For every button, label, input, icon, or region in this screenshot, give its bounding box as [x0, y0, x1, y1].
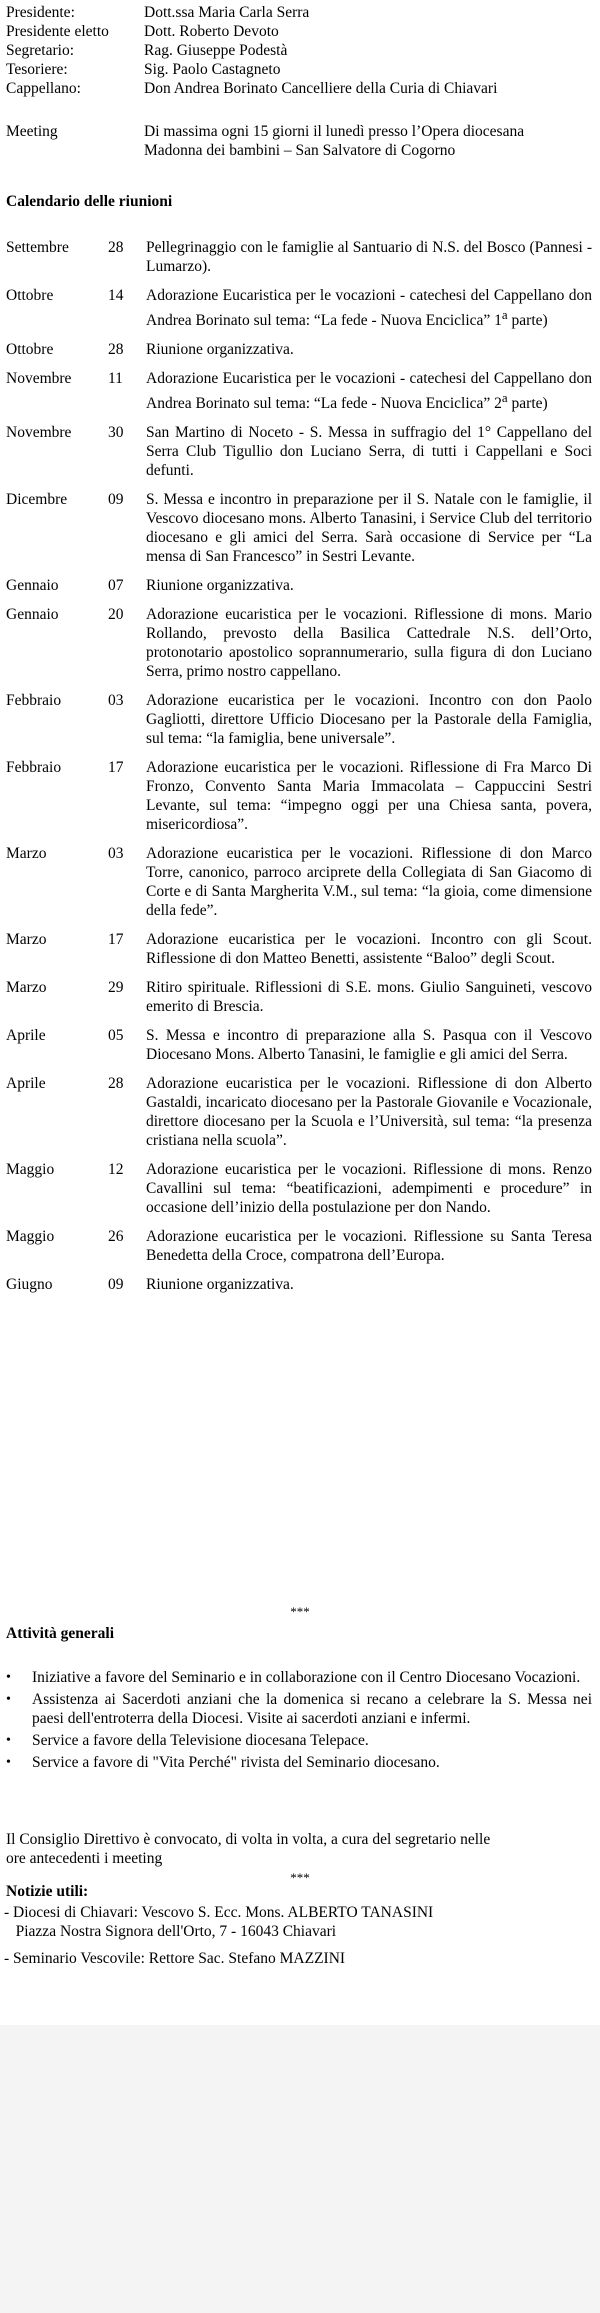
entry-text: Adorazione eucaristica per le vocazioni. Riflessione su Santa Teresa Benedetta della Croce, compatrona dell’Europa.	[146, 1228, 592, 1265]
calendar-entry	[6, 423, 592, 480]
officer-row	[6, 22, 596, 41]
officer-name: Rag. Giuseppe Podestà	[144, 42, 288, 59]
activity-text: Service a favore della Televisione diocesana Telepace.	[32, 1732, 369, 1749]
calendar-entry	[6, 691, 592, 748]
officer-name: Don Andrea Borinato Cancelliere della Curia di Chiavari	[144, 80, 498, 97]
entry-day: 17	[108, 931, 124, 949]
entry-month: Ottobre	[6, 341, 54, 359]
entry-month: Aprile	[6, 1075, 46, 1093]
activities-title: Attività generali	[6, 1625, 115, 1642]
calendar-entry	[6, 978, 592, 1016]
separator-stars: ***	[290, 1604, 310, 1619]
superscript: a	[501, 307, 508, 322]
blank-area	[0, 2025, 600, 2313]
entry-month: Maggio	[6, 1161, 55, 1179]
entry-day: 17	[108, 759, 124, 777]
entry-month: Maggio	[6, 1228, 55, 1246]
officer-role: Cappellano:	[6, 80, 81, 97]
entry-text-part: parte)	[507, 395, 548, 413]
entry-text: Adorazione eucaristica per le vocazioni. Riflessione di don Alberto Gastaldi, incaricato diocesano per la Pastorale Giovanile e Vocazionale, direttore diocesano per la Scuola e l’Università, sul tema: “la presenza cristiana nella scuola”.	[146, 1075, 592, 1150]
officer-name: Sig. Paolo Castagneto	[144, 61, 281, 78]
officer-role: Presidente eletto	[6, 23, 109, 40]
activity-text: Assistenza ai Sacerdoti anziani che la domenica si recano a celebrare la S. Messa nei paesi dell'entroterra della Diocesi. Visite ai sacerdoti anziani e infermi.	[32, 1691, 592, 1727]
entry-month: Dicembre	[6, 491, 68, 509]
entry-text: S. Messa e incontro di preparazione alla S. Pasqua con il Vescovo Diocesano Mons. Alberto Tanasini, le famiglie e gli amici del Serra.	[146, 1027, 592, 1064]
calendar-entry	[6, 1275, 592, 1294]
officer-row	[6, 60, 596, 79]
entry-month: Marzo	[6, 931, 47, 949]
calendar-title: Calendario delle riunioni	[6, 193, 173, 210]
bullet-icon: •	[6, 1692, 11, 1707]
entry-text: Riunione organizzativa.	[146, 341, 294, 359]
entry-text: S. Messa e incontro in preparazione per il S. Natale con le famiglie, il Vescovo diocesano mons. Alberto Tanasini, i Service Club del territorio diocesano e gli amici del Serra. Sarà occasione di Service per “La mensa di San Francesco” in Sestri Levante.	[146, 491, 592, 566]
entry-text: Adorazione eucaristica per le vocazioni. Incontro con don Paolo Gagliotti, direttore Ufficio Diocesano per la Pastorale della Famiglia, sul tema: “la famiglia, bene universale”.	[146, 692, 592, 748]
officer-row	[6, 3, 596, 22]
entry-day: 29	[108, 979, 124, 997]
council-note	[6, 1830, 592, 1868]
entry-day: 11	[108, 370, 123, 388]
entry-month: Gennaio	[6, 606, 59, 624]
calendar-entry	[6, 758, 592, 834]
calendar-entry	[6, 844, 592, 920]
officer-name: Dott. Roberto Devoto	[144, 23, 279, 40]
activity-item	[6, 1731, 592, 1750]
entry-month: Novembre	[6, 370, 72, 388]
bullet-icon: •	[6, 1670, 11, 1685]
entry-day: 28	[108, 341, 124, 359]
meeting-line: Di massima ogni 15 giorni il lunedì presso l’Opera diocesana	[144, 123, 525, 140]
calendar-entry	[6, 490, 592, 566]
calendar-entry	[6, 605, 592, 681]
entry-month: Febbraio	[6, 759, 62, 777]
entry-month: Marzo	[6, 845, 47, 863]
note-line: - Seminario Vescovile: Rettore Sac. Stefano MAZZINI	[4, 1950, 346, 1967]
note-line: Piazza Nostra Signora dell'Orto, 7 - 16043 Chiavari	[4, 1923, 337, 1940]
meeting-info	[6, 122, 596, 160]
separator-stars: ***	[290, 1870, 310, 1885]
officers-list	[6, 3, 596, 98]
entry-text-part: Adorazione Eucaristica per le vocazioni - catechesi del Cappellano don Andrea Borinato sul tema: “La fede - Nuova Enciclica” 1	[146, 287, 592, 330]
calendar-entry	[6, 1227, 592, 1265]
entry-day: 05	[108, 1027, 124, 1045]
entry-month: Novembre	[6, 424, 72, 442]
calendar-entry	[6, 1074, 592, 1150]
entry-text: Adorazione eucaristica per le vocazioni. Incontro con gli Scout. Riflessione di don Matteo Benetti, assistente “Baloo” degli Scout.	[146, 931, 592, 968]
entry-day: 07	[108, 577, 124, 595]
entry-text	[146, 369, 592, 413]
calendar-entry	[6, 930, 592, 968]
entry-text: Adorazione eucaristica per le vocazioni. Riflessione di mons. Renzo Cavallini sul tema: “beatificazioni, adempimenti e procedure” in occasione dell’inizio della postulazione per don Nando.	[146, 1161, 592, 1217]
meeting-text	[144, 122, 596, 160]
calendar-entry	[6, 238, 592, 276]
bullet-icon: •	[6, 1733, 11, 1748]
calendar-entry	[6, 1026, 592, 1064]
council-line: ore antecedenti i meeting	[6, 1850, 163, 1867]
calendar-entry	[6, 286, 592, 330]
entry-month: Marzo	[6, 979, 47, 997]
entry-text: Ritiro spirituale. Riflessioni di S.E. mons. Giulio Sanguineti, vescovo emerito di Brescia.	[146, 979, 592, 1016]
council-line: Il Consiglio Direttivo è convocato, di volta in volta, a cura del segretario nelle	[6, 1831, 491, 1848]
notes-list	[4, 1903, 594, 1968]
calendar-entry	[6, 576, 592, 595]
entry-text: Adorazione eucaristica per le vocazioni. Riflessione di don Marco Torre, canonico, parroco arciprete della Collegiata di San Giacomo di Corte e di Santa Margherita V.M., sul tema: “la gioia, come dimensione della fede”.	[146, 845, 592, 920]
calendar-entry	[6, 340, 592, 359]
note-line: - Diocesi di Chiavari: Vescovo S. Ecc. Mons. ALBERTO TANASINI	[4, 1904, 434, 1921]
officer-role: Presidente:	[6, 4, 75, 21]
entry-day: 09	[108, 491, 124, 509]
officer-row	[6, 41, 596, 60]
superscript: a	[501, 390, 508, 406]
entry-text: Riunione organizzativa.	[146, 1276, 294, 1294]
activity-item	[6, 1690, 592, 1728]
calendar-entry	[6, 1160, 592, 1217]
entry-day: 03	[108, 845, 124, 863]
entry-day: 14	[108, 287, 124, 304]
officer-row	[6, 79, 596, 98]
activity-item	[6, 1668, 592, 1687]
entry-text-part: Adorazione Eucaristica per le vocazioni - catechesi del Cappellano don Andrea Borinato sul tema: “La fede - Nuova Enciclica” 2	[146, 370, 592, 413]
entry-day: 09	[108, 1276, 124, 1294]
notes-title: Notizie utili:	[6, 1883, 89, 1900]
activities-list	[6, 1668, 592, 1775]
entry-day: 26	[108, 1228, 124, 1246]
entry-day: 12	[108, 1161, 124, 1179]
entry-month: Aprile	[6, 1027, 46, 1045]
calendar-entry	[6, 369, 592, 413]
entry-text-part: parte)	[507, 312, 548, 330]
entry-text: Adorazione eucaristica per le vocazioni. Riflessione di Fra Marco Di Fronzo, Convento Santa Maria Immacolata – Cappuccini Sestri Levante, sul tema: “impegno oggi per una Chiesa santa, povera, misericordiosa”.	[146, 759, 592, 834]
entry-day: 20	[108, 606, 124, 624]
entry-text: Pellegrinaggio con le famiglie al Santuario di N.S. del Bosco (Pannesi - Lumarzo).	[146, 239, 592, 275]
entry-day: 28	[108, 239, 124, 256]
entry-month: Gennaio	[6, 577, 59, 595]
officer-role: Tesoriere:	[6, 61, 68, 78]
entry-month: Settembre	[6, 239, 69, 256]
entry-month: Giugno	[6, 1276, 53, 1294]
entry-text: Adorazione eucaristica per le vocazioni. Riflessione di mons. Mario Rollando, prevosto della Basilica Cattedrale N.S. dell’Orto, protonotario apostolico soprannumerario, sulla figura di don Luciano Serra, primo nostro cappellano.	[146, 606, 592, 681]
calendar-list	[6, 238, 592, 1304]
activity-item	[6, 1753, 592, 1772]
officer-name: Dott.ssa Maria Carla Serra	[144, 4, 310, 21]
entry-day: 03	[108, 692, 124, 710]
activity-text: Service a favore di "Vita Perché" rivista del Seminario diocesano.	[32, 1754, 440, 1771]
bullet-icon: •	[6, 1755, 11, 1770]
entry-day: 28	[108, 1075, 124, 1093]
meeting-line: Madonna dei bambini – San Salvatore di Cogorno	[144, 142, 456, 159]
entry-text: San Martino di Noceto - S. Messa in suffragio del 1° Cappellano del Serra Club Tigullio don Luciano Serra, di tutti i Cappellani e Soci defunti.	[146, 424, 592, 480]
entry-day: 30	[108, 424, 124, 442]
activity-text: Iniziative a favore del Seminario e in collaborazione con il Centro Diocesano Vocazioni.	[32, 1669, 581, 1686]
entry-text: Riunione organizzativa.	[146, 577, 294, 595]
officer-role: Segretario:	[6, 42, 75, 59]
meeting-label: Meeting	[6, 123, 58, 140]
entry-month: Ottobre	[6, 287, 54, 304]
entry-text	[146, 286, 592, 330]
entry-month: Febbraio	[6, 692, 62, 710]
